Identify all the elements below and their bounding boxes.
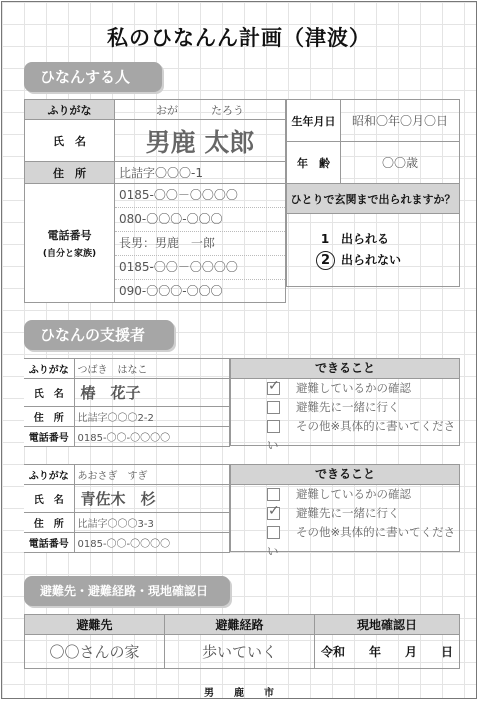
option-label: 避難先に一緒に行く: [296, 506, 400, 520]
check-mark-icon: ✓: [268, 503, 280, 519]
phone-line: 長男：男鹿 一郎: [115, 232, 285, 256]
answer-option: [315, 230, 459, 247]
furigana-label: ふりがな: [25, 100, 115, 120]
destination-date: 令和 年 月 日: [315, 635, 460, 669]
checkbox[interactable]: [267, 401, 280, 414]
phone-list: [115, 184, 286, 303]
address-label: 住 所: [25, 162, 115, 184]
checkbox-checked[interactable]: [267, 503, 280, 520]
section-label-supporters: ひなんの支援者: [24, 320, 174, 350]
destination-header: 避難先: [25, 615, 165, 635]
can-do-header: できること: [231, 359, 459, 379]
section-label-destination: 避難先・避難経路・現地確認日: [24, 576, 230, 606]
destination-route: 歩いていく: [165, 635, 315, 669]
checkbox[interactable]: [267, 488, 280, 501]
answer-text: 出られない: [341, 253, 402, 267]
answer-number: 1: [320, 232, 330, 246]
check-mark-icon: ✓: [268, 378, 280, 394]
furigana-value: おが たろう: [115, 100, 286, 120]
supporter-furigana: つばき はなこ: [74, 359, 230, 379]
supporter-furigana-label: ふりがな: [24, 359, 74, 379]
supporter-address-label: 住 所: [24, 407, 74, 427]
phone-label-cell: [25, 184, 115, 303]
evacuee-side-table: [286, 99, 460, 287]
address-value: 比詰字〇〇〇-1: [115, 162, 286, 184]
supporter-phone: 0185-〇〇-〇〇〇〇: [74, 427, 230, 447]
option-label: その他※具体的に書いてください: [267, 419, 456, 452]
section-label-evacuee: ひなんする人: [24, 62, 162, 92]
can-do-header: できること: [231, 465, 459, 485]
check-date-header: 現地確認日: [315, 615, 460, 635]
can-do-option[interactable]: [231, 417, 459, 452]
checkbox-checked[interactable]: [267, 378, 280, 395]
circled-answer-number: 2: [316, 251, 335, 270]
supporter-address: 比詰字〇〇〇2-2: [74, 407, 230, 427]
answer-cell: [287, 214, 460, 287]
supporter-2-table: [24, 464, 230, 553]
supporter-address: 比詰字〇〇〇3-3: [74, 513, 230, 533]
supporter-furigana: あおさぎ すぎ: [74, 465, 230, 485]
can-do-option[interactable]: [231, 485, 459, 504]
evacuee-table: [24, 99, 286, 303]
phone-line: 0185-〇〇－〇〇〇〇: [115, 256, 285, 280]
answer-text: 出られる: [341, 232, 390, 246]
supporter-address-label: 住 所: [24, 513, 74, 533]
checkbox[interactable]: [267, 420, 280, 433]
supporter-furigana-label: ふりがな: [24, 465, 74, 485]
can-do-option[interactable]: [231, 379, 459, 398]
supporter-phone: 0185-〇〇-〇〇〇〇: [74, 533, 230, 553]
supporter-name-label: 氏 名: [24, 379, 74, 407]
can-do-option[interactable]: [231, 523, 459, 558]
name-label: 氏 名: [25, 120, 115, 162]
supporter-name: 椿 花子: [74, 379, 230, 407]
supporter-phone-label: 電話番号: [24, 533, 74, 553]
route-header: 避難経路: [165, 615, 315, 635]
name-value: 男鹿 太郎: [115, 120, 286, 162]
destination-place: 〇〇さんの家: [25, 635, 165, 669]
destination-table: [24, 614, 460, 669]
age-label: 年 齢: [287, 142, 341, 184]
birth-label: 生年月日: [287, 100, 341, 142]
phone-label: 電話番号: [47, 229, 92, 242]
supporter-name: 青佐木 杉: [74, 485, 230, 513]
footer-city: 男 鹿 市: [204, 688, 274, 699]
can-do-option[interactable]: [231, 398, 459, 417]
question-text: ひとりで玄関まで出られますか？: [287, 184, 460, 214]
option-label: 避難しているかの確認: [296, 381, 411, 395]
supporter-name-label: 氏 名: [24, 485, 74, 513]
can-do-option[interactable]: [231, 504, 459, 523]
phone-line: 090-〇〇〇-〇〇〇: [119, 284, 223, 298]
supporter-1-table: [24, 358, 230, 447]
supporter-1-can-do: [230, 358, 460, 452]
option-label: 避難しているかの確認: [296, 487, 411, 501]
phone-line: 080-〇〇〇-〇〇〇: [115, 208, 285, 232]
answer-option: [315, 251, 459, 270]
birth-value: 昭和〇年〇月〇日: [341, 100, 460, 142]
phone-line: 0185-〇〇－〇〇〇〇: [115, 184, 285, 208]
evacuation-plan-page: [1, 1, 477, 699]
checkbox[interactable]: [267, 526, 280, 539]
age-value: 〇〇歳: [341, 142, 460, 184]
option-label: その他※具体的に書いてください: [267, 525, 456, 558]
phone-sub-label: (自分と家族): [42, 249, 97, 259]
supporter-2-can-do: [230, 464, 460, 558]
supporter-phone-label: 電話番号: [24, 427, 74, 447]
page-title: 私のひなんん計画（津波）: [107, 26, 371, 50]
option-label: 避難先に一緒に行く: [296, 400, 400, 414]
